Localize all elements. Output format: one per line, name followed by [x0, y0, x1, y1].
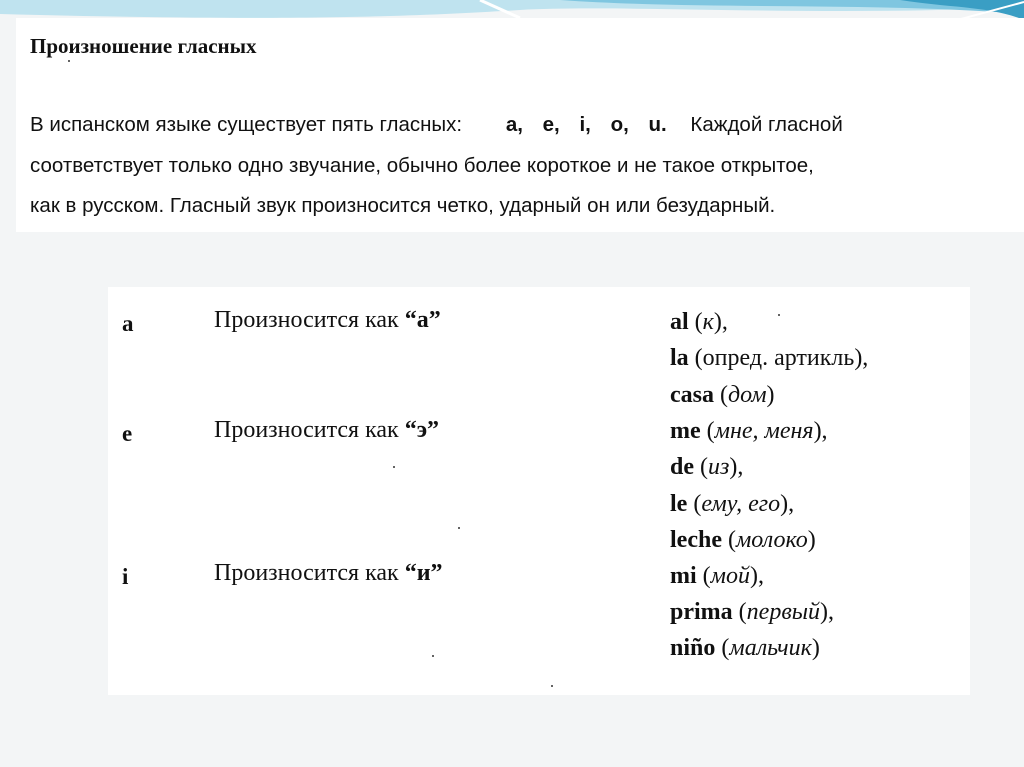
intro-line-1 — [30, 113, 992, 137]
example-paren: ( — [687, 491, 702, 517]
example-word: le — [670, 491, 688, 517]
example-translation: мой — [710, 563, 750, 589]
example-translation: дом — [728, 382, 767, 408]
example-paren: ), — [813, 418, 828, 444]
scan-speck — [68, 60, 70, 62]
vowel-i: i, — [579, 113, 591, 136]
vowel-list — [506, 113, 687, 136]
row-desc-a — [214, 307, 441, 334]
intro-line-2: соответствует только одно звучание, обычно более короткое и не такое открытое, — [30, 154, 814, 177]
example-translation: опред. артикль — [702, 345, 855, 371]
example-word: leche — [670, 527, 722, 553]
row-desc-a-sound: “а” — [404, 307, 441, 333]
example-leche — [670, 527, 816, 554]
scan-speck — [393, 466, 395, 468]
example-la — [670, 345, 868, 372]
example-paren: ( — [721, 527, 736, 553]
row-letter-e: e — [122, 421, 133, 446]
example-translation: к — [702, 309, 714, 335]
example-translation: мне, меня — [714, 418, 814, 444]
example-word: me — [670, 418, 701, 444]
example-paren: ), — [854, 345, 869, 371]
example-paren: ), — [713, 309, 728, 335]
example-paren: ), — [820, 599, 834, 625]
row-letter-i: i — [122, 564, 129, 589]
intro-line-3-end: . — [769, 194, 776, 217]
example-translation: ему, его — [701, 491, 781, 517]
example-word: de — [670, 454, 694, 480]
row-desc-a-prefix: Произносится как — [214, 307, 405, 333]
row-desc-e-sound: “э” — [404, 417, 440, 443]
vowel-a: a, — [505, 113, 523, 136]
example-word: prima — [670, 599, 733, 625]
intro-line-3 — [30, 194, 992, 218]
example-paren: ( — [694, 454, 708, 480]
example-paren: ( — [715, 635, 730, 661]
example-word: la — [670, 345, 689, 371]
intro-line-3-start: как в русском. — [30, 194, 170, 217]
vowel-o: o, — [610, 113, 629, 136]
scan-speck — [551, 685, 553, 687]
example-translation: первый — [746, 599, 820, 625]
example-paren: ( — [696, 563, 711, 589]
example-nino — [670, 635, 820, 662]
example-paren: ( — [700, 418, 715, 444]
example-mi — [670, 563, 764, 590]
intro-line-1-text: В испанском языке существует пять гласных: — [30, 113, 463, 136]
row-desc-e — [214, 417, 439, 444]
example-word: mi — [670, 563, 697, 589]
intro-line-1-rest: Каждой гласной — [690, 113, 843, 136]
scan-speck — [458, 527, 460, 529]
example-al — [670, 309, 728, 336]
example-word: al — [670, 309, 689, 335]
vowel-e: e, — [542, 113, 560, 136]
row-desc-e-prefix: Произносится как — [214, 417, 405, 443]
row-letter-a: a — [122, 311, 134, 336]
page-title: Произношение гласных — [30, 34, 257, 58]
example-paren: ( — [688, 345, 703, 371]
example-paren: ( — [688, 309, 703, 335]
example-paren: ) — [807, 527, 816, 553]
example-paren: ), — [750, 563, 764, 589]
example-word: niño — [670, 635, 716, 661]
example-translation: молоко — [735, 527, 808, 553]
example-le — [670, 491, 794, 518]
example-paren: ), — [729, 454, 744, 480]
intro-line-3-bold: Гласный звук произносится четко, ударный он или безударный — [169, 194, 770, 217]
row-desc-i-prefix: Произносится как — [214, 560, 405, 586]
vowel-u: u. — [648, 113, 667, 136]
example-paren: ), — [780, 491, 795, 517]
row-desc-i-sound: “и” — [404, 560, 443, 586]
example-paren: ) — [811, 635, 820, 661]
example-translation: из — [708, 454, 730, 480]
example-paren: ( — [714, 382, 728, 408]
example-paren: ) — [766, 382, 775, 408]
example-word: casa — [670, 382, 714, 408]
example-me — [670, 418, 828, 445]
example-casa — [670, 382, 775, 409]
example-translation: мальчик — [729, 635, 812, 661]
example-paren: ( — [732, 599, 747, 625]
scan-speck — [432, 655, 434, 657]
row-desc-i — [214, 560, 443, 587]
scan-speck — [778, 314, 780, 316]
example-de — [670, 454, 743, 481]
example-prima — [670, 599, 834, 626]
